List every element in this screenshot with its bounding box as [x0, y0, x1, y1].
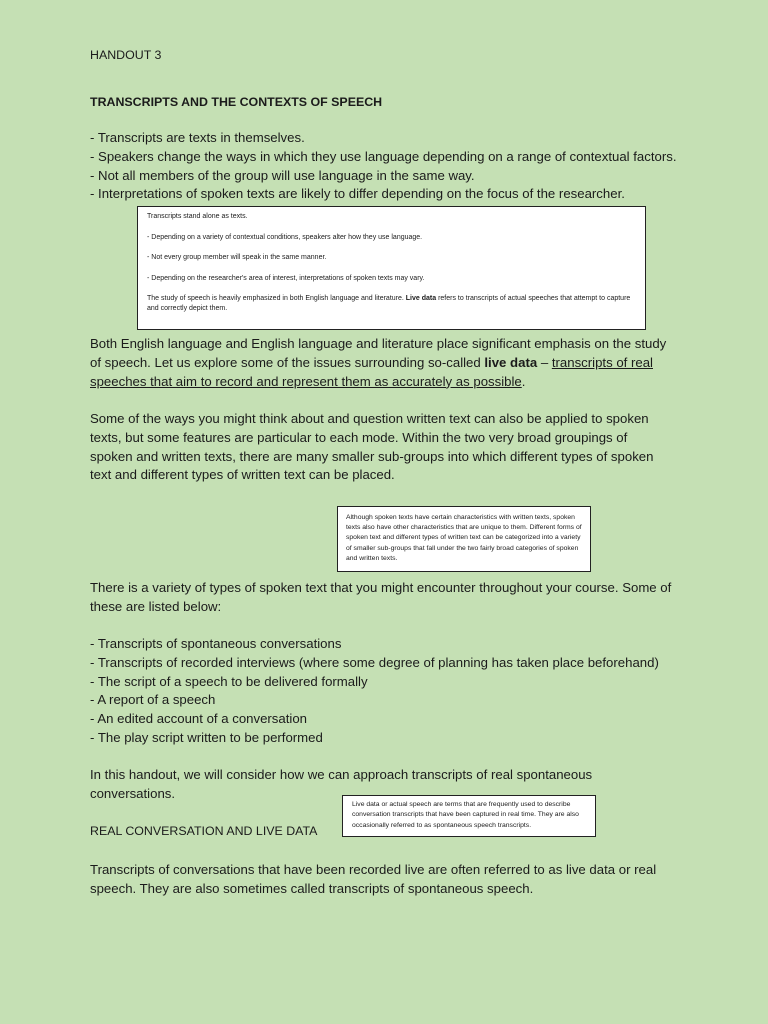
list-item: - Transcripts of spontaneous conversations [90, 636, 342, 651]
paragraph-live-data [90, 335, 680, 391]
paragraph-modes: Some of the ways you might think about and question written text can also be applied to spoken texts, but some features are particular to each mode. Within the two very broad groupings of spoken and written texts, there are many smaller sub-groups into which different types of spoken text and different types of written text can be placed. [90, 411, 654, 483]
paragraph-real-conversation: Transcripts of conversations that have been recorded live are often referred to as live data or real speech. They are also sometimes called transcripts of spontaneous speech. [90, 862, 657, 896]
list-item: - Transcripts of recorded interviews (where some degree of planning has taken place beforehand) [90, 654, 659, 670]
intro-point: - Speakers change the ways in which they use language depending on a range of contextual factors. [90, 148, 677, 164]
paragraph-text: . [521, 373, 526, 389]
paragraph-handout-focus: In this handout, we will consider how we can approach transcripts of real spontaneous conversations. [90, 767, 593, 801]
live-data-definition: transcripts of real speeches that aim to record and represent them as accurately as possible [90, 354, 653, 389]
types-list [90, 635, 690, 748]
summary-box-transcripts [137, 206, 646, 330]
summary-bold-term: Live data [405, 295, 437, 302]
paragraph-text: – [537, 354, 552, 370]
section-heading: REAL CONVERSATION AND LIVE DATA [90, 824, 318, 838]
summary-box-spoken-written: Although spoken texts have certain characteristics with written texts, spoken texts also have other characteristics that are unique to them. Different forms of spoken text and different types of written text can be categorized into a variety of smaller sub-groups that fall under the two fairly broad categories of spoken and written texts. [337, 506, 591, 572]
list-item: - A report of a speech [90, 692, 216, 708]
intro-point: - Not all members of the group will use language in the same way. [90, 167, 475, 183]
summary-line: - Depending on a variety of contextual conditions, speakers alter how they use language. [147, 233, 423, 241]
page-title: TRANSCRIPTS AND THE CONTEXTS OF SPEECH [90, 95, 383, 109]
list-item: - An edited account of a conversation [90, 711, 308, 727]
handout-label: HANDOUT 3 [90, 48, 162, 62]
paragraph-text: Both English language and English language and literature place significant emphasis on the study of speech. Let us explore some of the issues surrounding so-called [90, 336, 667, 370]
intro-points [90, 129, 690, 204]
summary-line-live-data [147, 294, 636, 314]
summary-line: - Depending on the researcher's area of interest, interpretations of spoken texts may vary. [147, 274, 425, 282]
intro-point: - Interpretations of spoken texts are likely to differ depending on the focus of the researcher. [90, 186, 625, 202]
summary-line: - Not every group member will speak in the same manner. [147, 254, 327, 261]
list-item: - The script of a speech to be delivered formally [90, 673, 368, 689]
live-data-term: live data [484, 354, 538, 370]
list-item: - The play script written to be performed [90, 729, 323, 745]
summary-text: The study of speech is heavily emphasized in both English language and literature. [147, 295, 406, 302]
summary-line: Transcripts stand alone as texts. [147, 213, 248, 220]
paragraph-types-intro: There is a variety of types of spoken text that you might encounter throughout your course. Some of these are listed below: [90, 580, 672, 614]
summary-box-live-data: Live data or actual speech are terms that are frequently used to describe conversation transcripts that have been captured in real time. They are also occasionally referred to as spontaneous speech transcripts. [342, 795, 596, 837]
summary-text: refers to transcripts of actual speeches that attempt to capture and correctly depict them. [147, 295, 631, 312]
intro-point: - Transcripts are texts in themselves. [90, 130, 305, 145]
